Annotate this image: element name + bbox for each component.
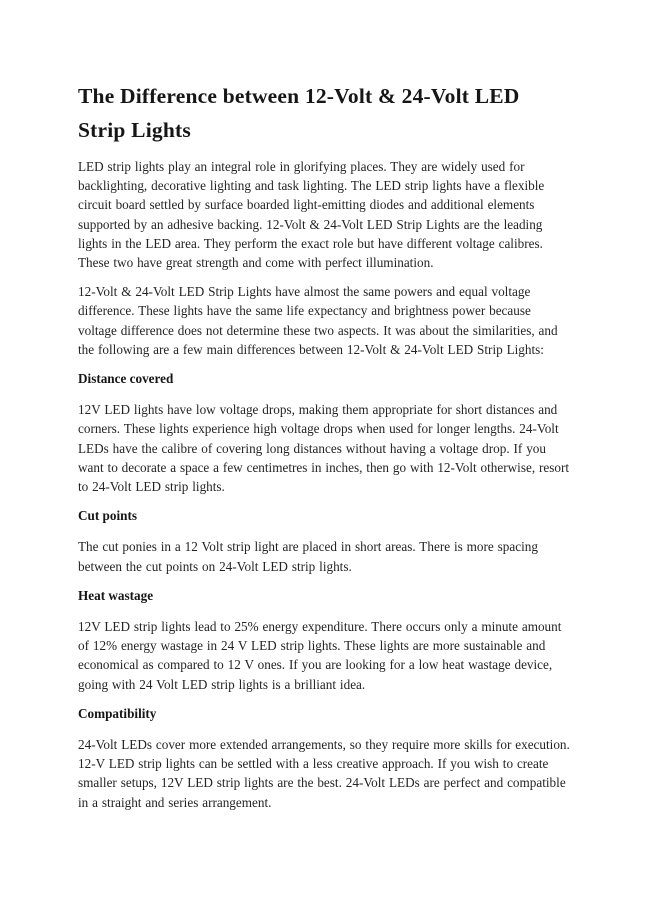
intro-paragraph-1: LED strip lights play an integral role in glorifying places. They are widely used for backlighting, decorative lighting and task lighting. The LED strip lights have a flexible circuit board settled by surface boarded light-emitting diodes and additional elements supported by an adhesive backing. 12-Volt & 24-Volt LED Strip Lights are the leading lights in the LED area. They perform the exact role but have different voltage calibres. These two have great strength and come with perfect illumination. (78, 159, 545, 271)
document-content (78, 79, 571, 822)
section-body-heat-wastage: 12V LED strip lights lead to 25% energy expenditure. There occurs only a minute amount of 12% energy wastage in 24 V LED strip lights. These lights are more sustainable and economical as compared to 12 V ones. If you are looking for a low heat wastage device, going with 24 Volt LED strip lights is a brilliant idea. (78, 619, 562, 692)
section-heading-distance-covered: Distance covered (78, 371, 174, 387)
section-heading-compatibility: Compatibility (78, 705, 157, 721)
section-heading-cut-points: Cut points (78, 508, 137, 524)
section-body-compatibility: 24-Volt LEDs cover more extended arrangements, so they require more skills for execution. 12-V LED strip lights can be settled with a less creative approach. If you wish to create smaller setups, 12V LED strip lights are the best. 24-Volt LEDs are perfect and compatible in a straight and series arrangement. (78, 737, 570, 810)
intro-paragraph-2: 12-Volt & 24-Volt LED Strip Lights have almost the same powers and equal voltage difference. These lights have the same life expectancy and brightness power because voltage difference does not determine these two aspects. It was about the similarities, and the following are a few main differences between 12-Volt & 24-Volt LED Strip Lights: (78, 284, 558, 357)
document-title: The Difference between 12-Volt & 24-Volt LED Strip Lights (78, 84, 520, 142)
section-heading-heat-wastage: Heat wastage (78, 587, 154, 603)
section-body-distance-covered: 12V LED lights have low voltage drops, making them appropriate for short distances and corners. These lights experience high voltage drops when used for longer lengths. 24-Volt LEDs have the calibre of covering long distances without having a voltage drop. If you want to decorate a space a few centimetres in inches, then go with 12-Volt otherwise, resort to 24-Volt LED strip lights. (78, 402, 570, 495)
section-body-cut-points: The cut ponies in a 12 Volt strip light are placed in short areas. There is more spacing between the cut points on 24-Volt LED strip lights. (78, 539, 538, 574)
